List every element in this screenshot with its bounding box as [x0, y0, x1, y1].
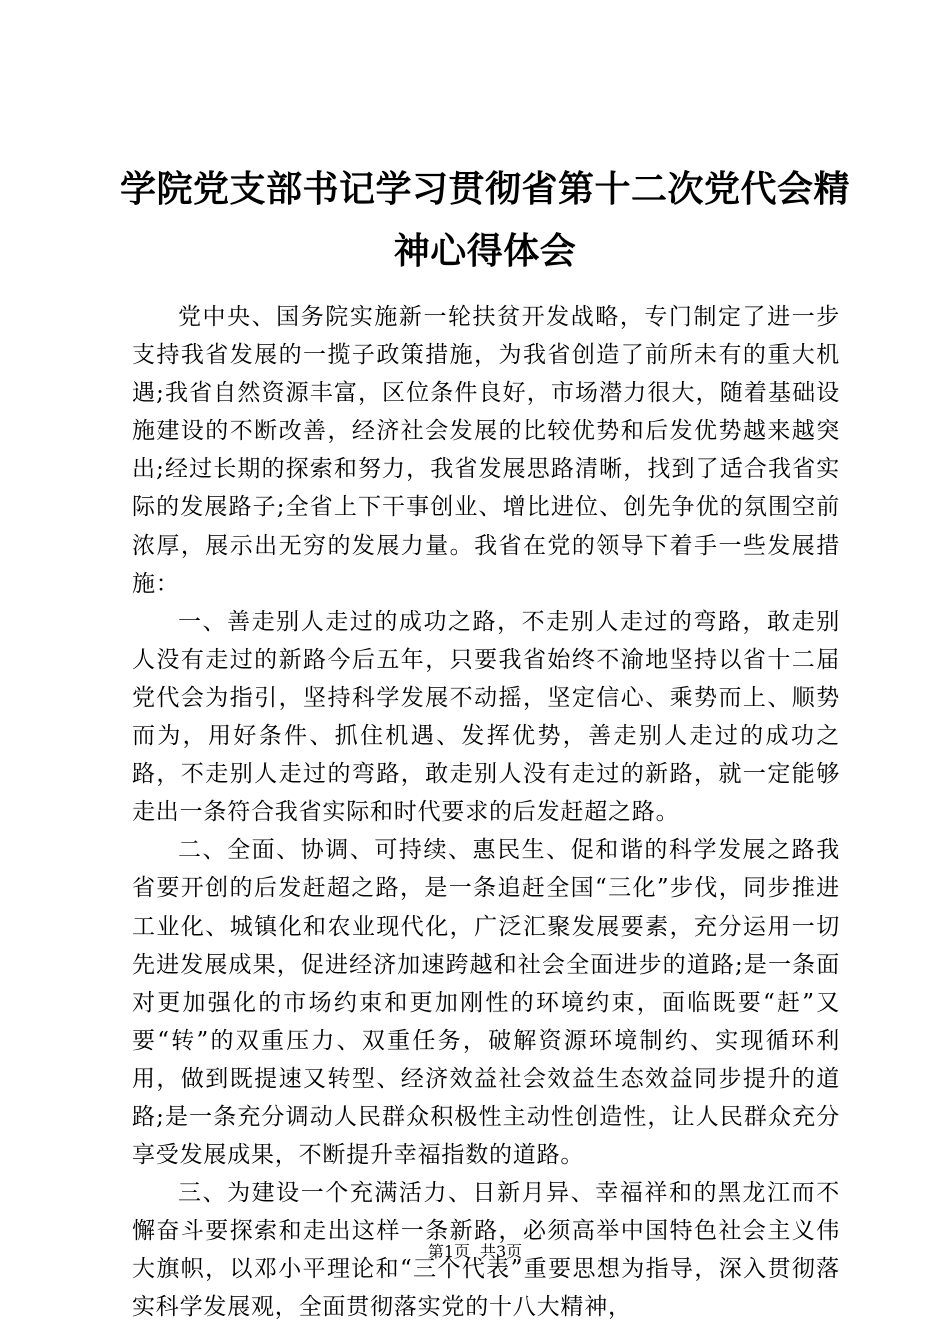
page-count: 共3页 — [480, 1242, 523, 1261]
paragraph-intro: 党中央、国务院实施新一轮扶贫开发战略，专门制定了进一步支持我省发展的一揽子政策措施，为我省创造了前所未有的重大机遇;我省自然资源丰富，区位条件良好，市场潜力很大，随着基础设施建设的不断改善，经济社会发展的比较优势和后发优势越来越突出;经过长期的探索和努力，我省发展思路清晰，找到了适合我省实际的发展路子;全省上下干事创业、增比进位、创先争优的氛围空前浓厚，展示出无穷的发展力量。我省在党的领导下着手一些发展措施： — [132, 304, 840, 597]
page-footer — [0, 1240, 950, 1264]
document-title: 学院党支部书记学习贯彻省第十二次党代会精神心得体会 — [120, 168, 851, 272]
document-body — [132, 298, 840, 1327]
page-number: 第1页 — [427, 1242, 470, 1261]
paragraph-point-two: 二、全面、协调、可持续、惠民生、促和谐的科学发展之路我省要开创的后发赶超之路，是一条追赶全国“三化”步伐，同步推进工业化、城镇化和农业现代化，广泛汇聚发展要素，充分运用一切先进发展成果，促进经济加速跨越和社会全面进步的道路;是一条面对更加强化的市场约束和更加刚性的环境约束，面临既要“赶”又要“转”的双重压力、双重任务，破解资源环境制约、实现循环利用，做到既提速又转型、经济效益社会效益生态效益同步提升的道路;是一条充分调动人民群众积极性主动性创造性，让人民群众充分享受发展成果，不断提升幸福指数的道路。 — [132, 837, 840, 1169]
paragraph-point-one: 一、善走别人走过的成功之路，不走别人走过的弯路，敢走别人没有走过的新路今后五年，只要我省始终不渝地坚持以省十二届党代会为指引，坚持科学发展不动摇，坚定信心、乘势而上、顺势而为，用好条件、抓住机遇、发挥优势，善走别人走过的成功之路，不走别人走过的弯路，敢走别人没有走过的新路，就一定能够走出一条符合我省实际和时代要求的后发赶超之路。 — [132, 608, 840, 826]
paragraph-point-three: 三、为建设一个充满活力、日新月异、幸福祥和的黑龙江而不懈奋斗要探索和走出这样一条新路，必须高举中国特色社会主义伟大旗帜，以邓小平理论和“三个代表”重要思想为指导，深入贯彻落实科学发展观，全面贯彻落实党的十八大精神， — [132, 1180, 840, 1321]
